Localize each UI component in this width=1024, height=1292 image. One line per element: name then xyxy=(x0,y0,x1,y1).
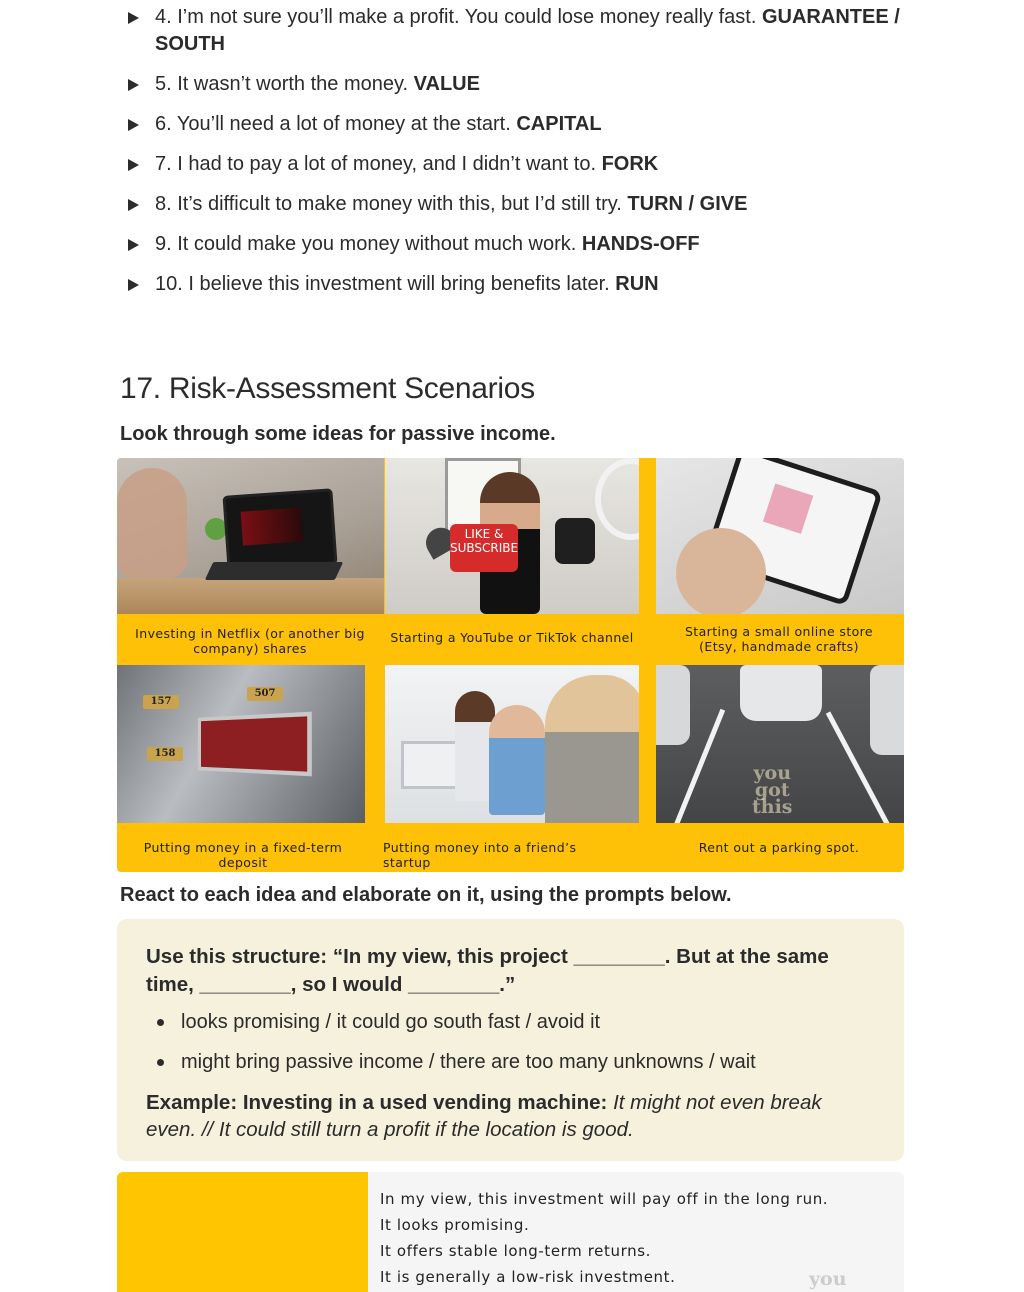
toggle-triangle-icon[interactable] xyxy=(128,159,139,171)
toggle-answer-suffix: / SOUTH xyxy=(155,6,900,55)
section-intro: Look through some ideas for passive income. xyxy=(120,423,556,445)
list-item: might bring passive income / there are too many unknowns / wait xyxy=(146,1049,874,1075)
toggle-text: 4. I’m not sure you’ll make a profit. You could lose money really fast. xyxy=(155,6,757,28)
laptop-image xyxy=(117,458,384,614)
box-plate: 158 xyxy=(147,747,183,761)
toggle-item-4[interactable] xyxy=(128,4,918,58)
toggle-item-8[interactable] xyxy=(128,191,918,218)
toggle-text: 5. It wasn’t worth the money. xyxy=(155,73,409,95)
react-prompt: React to each idea and elaborate on it, using the prompts below. xyxy=(120,884,732,906)
open-drawer xyxy=(198,712,312,777)
toggle-triangle-icon[interactable] xyxy=(128,119,139,131)
toggle-item-6[interactable] xyxy=(128,111,918,138)
yellow-block xyxy=(117,1172,368,1292)
prompt-list xyxy=(146,1009,874,1075)
tablet-shop-image xyxy=(656,458,904,614)
toggle-item-5[interactable] xyxy=(128,71,918,98)
example-label: Example: Investing in a used vending machine: xyxy=(146,1091,608,1114)
toggle-answer: HANDS-OFF xyxy=(581,233,700,255)
panel-line: In my view, this investment will pay off in the long run. xyxy=(380,1190,829,1208)
office-meeting-image xyxy=(385,665,639,823)
scenario-grid xyxy=(117,458,904,872)
box-plate: 507 xyxy=(247,687,283,701)
example-italic: It might not even break even. // It could still turn a profit if the location is good. xyxy=(146,1091,822,1141)
watermark: you xyxy=(809,1268,847,1290)
toggle-answer: FORK xyxy=(601,153,659,175)
toggle-item-9[interactable] xyxy=(128,231,918,258)
toggle-answer: VALUE xyxy=(413,73,480,95)
section-heading: 17. Risk-Assessment Scenarios xyxy=(120,372,535,405)
panel-line: It offers stable long-term returns. xyxy=(380,1242,651,1260)
panel-lines xyxy=(380,1186,828,1290)
toggle-text: 7. I had to pay a lot of money, and I didn’t want to. xyxy=(155,153,597,175)
toggle-item-7[interactable] xyxy=(128,151,918,178)
scenario-caption: Rent out a parking spot. xyxy=(698,840,860,855)
toggle-answer: RUN xyxy=(615,273,659,295)
toggle-triangle-icon[interactable] xyxy=(128,12,139,24)
toggle-answer: GUARANTEE xyxy=(761,6,889,28)
toggle-answer: CAPITAL xyxy=(516,113,602,135)
toggle-triangle-icon[interactable] xyxy=(128,199,139,211)
structure-text: Use this structure: “In my view, this project ________. But at the same time, ________, so I would ________.” xyxy=(146,945,829,996)
scenario-caption: Starting a YouTube or TikTok channel xyxy=(390,630,634,645)
box-plate: 157 xyxy=(143,695,179,709)
example-panel xyxy=(117,1172,904,1292)
toggle-triangle-icon[interactable] xyxy=(128,279,139,291)
scenario-caption: Putting money into a friend’s startup xyxy=(383,840,577,870)
safe-deposit-image xyxy=(117,665,365,823)
example-text xyxy=(146,1089,874,1143)
like-subscribe-sign: LIKE & SUBSCRIBE xyxy=(450,524,518,572)
watermark: you got this xyxy=(752,762,793,818)
parking-image xyxy=(656,665,904,823)
toggle-text: 6. You’ll need a lot of money at the start. xyxy=(155,113,511,135)
scenario-caption: Investing in Netflix (or another big company) shares xyxy=(135,626,365,656)
toggle-text: 8. It’s difficult to make money with this, but I’d still try. xyxy=(155,193,622,215)
toggle-list xyxy=(128,4,918,311)
scenario-caption: Starting a small online store (Etsy, handmade crafts) xyxy=(684,624,874,654)
youtuber-image xyxy=(385,458,639,614)
toggle-triangle-icon[interactable] xyxy=(128,79,139,91)
toggle-item-10[interactable] xyxy=(128,271,918,298)
panel-line: It is generally a low-risk investment. xyxy=(380,1268,676,1286)
callout-box xyxy=(117,919,904,1161)
panel-line: It looks promising. xyxy=(380,1216,530,1234)
camera-icon xyxy=(555,518,595,564)
toggle-answer: TURN / GIVE xyxy=(627,193,748,215)
toggle-triangle-icon[interactable] xyxy=(128,239,139,251)
list-item: looks promising / it could go south fast / avoid it xyxy=(146,1009,874,1035)
toggle-text: 10. I believe this investment will bring benefits later. xyxy=(155,273,610,295)
toggle-text: 9. It could make you money without much work. xyxy=(155,233,577,255)
scenario-caption: Putting money in a fixed-term deposit xyxy=(143,840,343,870)
